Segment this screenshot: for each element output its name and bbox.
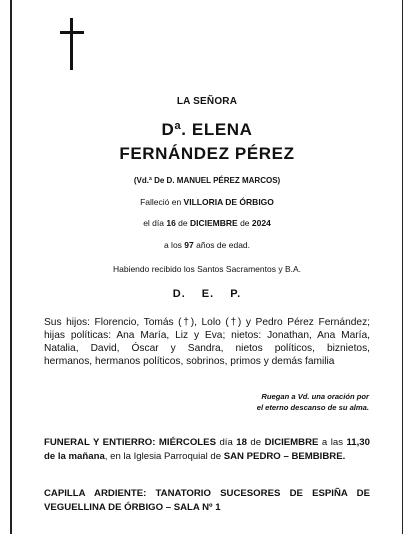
chapel-info: CAPILLA ARDIENTE: TANATORIO SUCESORES DE ESPIÑA DE VEGUELLINA DE ÓRBIGO – SALA Nº 1: [44, 488, 370, 513]
funeral-dia: día: [215, 437, 237, 448]
funeral-time: 11,30 de la mañana: [44, 437, 370, 462]
family-line: hermanos, hermanos políticos, sobrinos, primos y demás familia: [44, 356, 335, 367]
title-senora: LA SEÑORA: [176, 96, 238, 107]
date-prefix: el día: [143, 218, 167, 228]
age-line: [0, 240, 414, 250]
family-line: hijas políticas: Ana María, Liz y Eva; nietos: Jonathan, Ana María,: [44, 330, 370, 341]
family-line: Sus hijos: Florencio, Tomás (†), Lolo (†) y Pedro Pérez Fernández;: [44, 317, 370, 328]
death-place-prefix: Falleció en: [140, 197, 184, 207]
age-value: 97: [184, 240, 194, 250]
dep-text: D. E. P.: [172, 288, 242, 300]
age-suffix: años de edad.: [193, 240, 251, 250]
funeral-day: 18: [236, 437, 247, 448]
prayer-line: Ruegan a Vd. una oración por: [261, 392, 369, 401]
age-prefix: a los: [163, 240, 185, 250]
funeral-church: SAN PEDRO – BEMBIBRE.: [223, 450, 346, 462]
death-year: 2024: [251, 218, 271, 228]
widow-of-text: (Vd.ª De D. MANUEL PÉREZ MARCOS): [133, 176, 281, 185]
family-list: [44, 316, 370, 368]
death-place: VILLORIA DE ÓRBIGO: [183, 197, 274, 207]
funeral-info: [44, 436, 370, 463]
date-de-2: de: [237, 218, 252, 228]
death-place-line: [0, 197, 414, 207]
death-date-line: [0, 218, 414, 228]
prayer-line: el eterno descanso de su alma.: [256, 403, 369, 412]
funeral-a-las: a las: [318, 437, 347, 448]
date-de-1: de: [175, 218, 190, 228]
deceased-name-first: Dª. ELENA: [161, 120, 253, 139]
sacraments-line: Habiendo recibido los Santos Sacramentos y B.A.: [112, 264, 302, 274]
prayer-request: [189, 391, 369, 413]
death-month: DICIEMBRE: [190, 218, 238, 228]
funeral-church-prefix: , en la Iglesia Parroquial de: [104, 450, 224, 462]
funeral-label: FUNERAL Y ENTIERRO: MIÉRCOLES: [44, 437, 216, 448]
death-day: 16: [166, 218, 176, 228]
funeral-month: DICIEMBRE: [264, 437, 319, 448]
family-line: Natalia, David, Óscar y Sandra, nietos políticos, biznietos,: [44, 343, 370, 354]
funeral-de: de: [246, 437, 265, 448]
cross-icon: [60, 18, 84, 70]
deceased-name-surnames: FERNÁNDEZ PÉREZ: [119, 144, 295, 163]
